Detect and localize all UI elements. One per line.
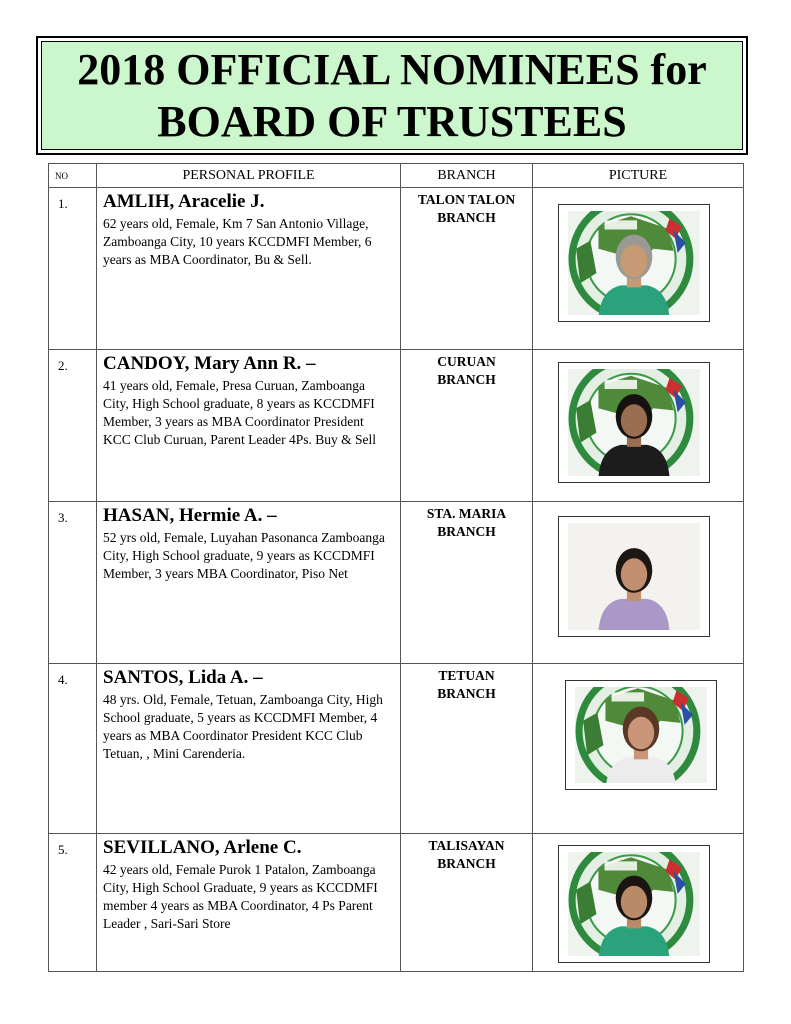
branch-name: TALON TALON [417,192,516,207]
nominee-photo [568,369,700,476]
branch-cell [401,834,533,972]
table-row [49,350,744,502]
picture-cell [533,188,744,350]
nominee-description: 42 years old, Female Purok 1 Patalon, Zamboanga City, High School Graduate, 9 years as KCCDMFI member 4 years as MBA Coordinator, 4 Ps Parent Leader , Sari-Sari Store [103,862,378,931]
table-row [49,834,744,972]
branch-cell [401,350,533,502]
photo-frame [558,516,710,637]
branch-cell [401,502,533,664]
row-number: 3. [49,502,97,664]
nominee-photo [568,211,700,315]
nominee-name: CANDOY, Mary Ann R. – [103,353,316,374]
branch-cell [401,188,533,350]
branch-label: BRANCH [437,524,496,539]
nominee-photo [568,523,700,630]
personal-profile-cell [97,502,401,664]
table-row [49,502,744,664]
personal-profile-cell [97,834,401,972]
nominee-description: 41 years old, Female, Presa Curuan, Zamboanga City, High School graduate, 8 years as KCCDMFI Member, 3 years as MBA Coordinator President KCC Club Curuan, Parent Leader 4Ps. Buy & Sell [103,378,376,447]
title-banner [36,36,748,155]
picture-cell [533,350,744,502]
row-number: 4. [49,664,97,834]
table-row [49,188,744,350]
branch-label: BRANCH [437,210,496,225]
row-number: 2. [49,350,97,502]
nominee-photo [575,687,707,783]
photo-frame [558,362,710,483]
header-branch: BRANCH [401,164,533,188]
nominee-description: 52 yrs old, Female, Luyahan Pasonanca Zamboanga City, High School graduate, 9 years as KCCDMFI Member, 3 years MBA Coordinator, Piso Net [103,530,385,581]
branch-name: STA. MARIA [426,506,507,521]
personal-profile-cell [97,664,401,834]
personal-profile-cell [97,188,401,350]
nominee-photo [568,852,700,956]
row-number: 1. [49,188,97,350]
nominee-description: 48 yrs. Old, Female, Tetuan, Zamboanga City, High School graduate, 5 years as KCCDMFI Member, 4 years as MBA Coordinator President KCC Club Tetuan, , Mini Carenderia. [103,692,383,761]
title-line-2: BOARD OF TRUSTEES [157,96,627,146]
header-picture: PICTURE [533,164,744,188]
table-header-row [49,164,744,188]
nominee-description: 62 years old, Female, Km 7 San Antonio Village, Zamboanga City, 10 years KCCDMFI Member, 6 years as MBA Coordinator, Bu & Sell. [103,216,372,267]
branch-name: TALISAYAN [428,838,505,853]
nominee-name: SEVILLANO, Arlene C. [103,837,302,858]
photo-frame [565,680,717,790]
table-row [49,664,744,834]
branch-label: BRANCH [437,372,496,387]
nominee-name: AMLIH, Aracelie J. [103,191,265,212]
personal-profile-cell [97,350,401,502]
photo-frame [558,845,710,963]
picture-cell [533,664,744,834]
nominees-table [48,163,744,972]
branch-label: BRANCH [437,856,496,871]
nominee-name: SANTOS, Lida A. – [103,667,263,688]
title-line-1: 2018 OFFICIAL NOMINEES for [77,44,707,94]
header-no: NO [49,164,97,188]
branch-name: TETUAN [438,668,495,683]
row-number: 5. [49,834,97,972]
branch-name: CURUAN [437,354,496,369]
title-banner-inner [41,41,743,150]
branch-cell [401,664,533,834]
header-personal-profile: PERSONAL PROFILE [97,164,401,188]
branch-label: BRANCH [437,686,496,701]
picture-cell [533,834,744,972]
photo-frame [558,204,710,322]
nominee-name: HASAN, Hermie A. – [103,505,277,526]
picture-cell [533,502,744,664]
